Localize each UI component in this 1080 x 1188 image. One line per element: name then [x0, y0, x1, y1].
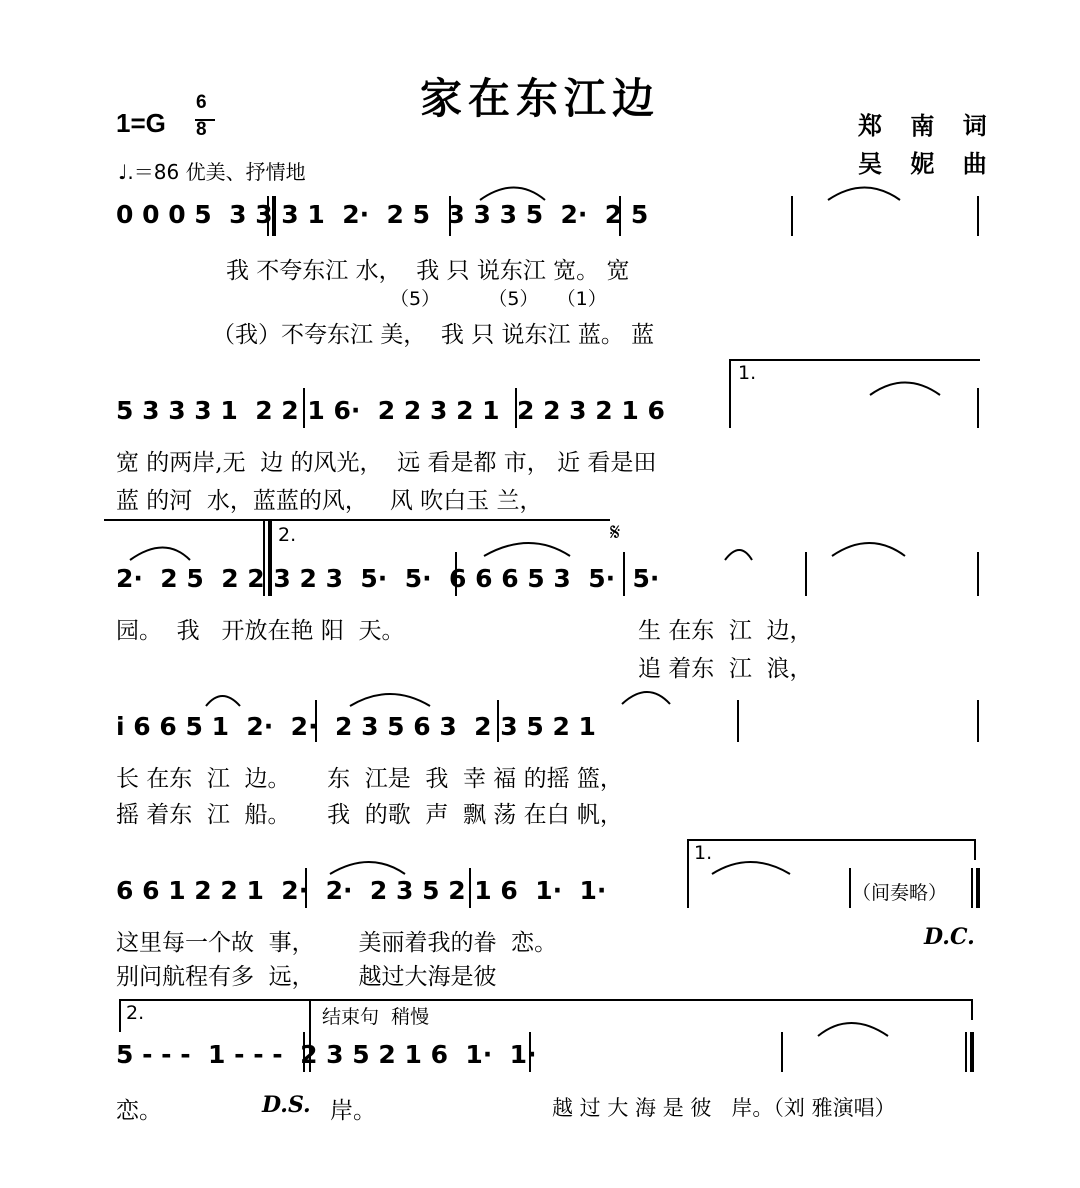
melody-line-2: 5 3 3 3 1 2 2 1 6· 2 2 3 2 1 2 2 3 2 1 6 — [116, 396, 665, 425]
key-signature: 1=G — [116, 108, 166, 138]
da-capo-mark: D.C. — [924, 924, 975, 950]
lyricist-credit: 郑 南 词 — [858, 111, 997, 140]
lyrics-line-6-an: 岸。 — [330, 1098, 376, 1124]
lyrics-line-1-verse-2: （我）不夸东江 美， 我 只 说东江 蓝。 蓝 — [212, 322, 655, 348]
song-title: 家在东江边 — [419, 74, 660, 123]
melody-line-6: 5 - - - 1 - - - 2 3 5 2 1 6 1· 1· — [116, 1040, 537, 1069]
melody-line-5: 6 6 1 2 2 1 2· 2· 2 3 5 2 1 6 1· 1· — [116, 876, 607, 905]
time-signature-bottom: 8 — [196, 119, 207, 140]
lyrics-line-4-verse-1: 长 在东 江 边。 东 江是 我 幸 福 的摇 篮， — [116, 766, 623, 792]
volta-2-label-line-6: 2. — [126, 1002, 145, 1024]
lyrics-line-4-verse-2: 摇 着东 江 船。 我 的歌 声 飘 荡 在白 帆， — [116, 802, 623, 828]
lyrics-line-3-verse-1: 园。 我 开放在艳 阳 天。 — [116, 618, 405, 644]
melody-line-4: i 6 6 5 1 2· 2· 2 3 5 6 3 2 3 5 2 1 — [116, 712, 596, 741]
lyrics-line-1-alt-notes: （5） （5） （1） — [390, 288, 607, 310]
volta-1-label-line-5: 1. — [694, 842, 713, 864]
lyrics-line-6-end: 恋。 — [116, 1098, 162, 1124]
volta-1-label: 1. — [738, 362, 757, 384]
lyrics-line-3-chorus-2: 追 着东 江 浪， — [638, 656, 813, 682]
lyrics-line-1-verse-1: 我 不夸东江 水， 我 只 说东江 宽。 宽 — [226, 258, 630, 284]
interlude-note: （间奏略） — [852, 882, 948, 904]
volta-2-label: 2. — [278, 524, 297, 546]
melody-line-3: 2· 2 5 2 2 3 2 3 5· 5· 6 6 6 5 3 5· 5· — [116, 564, 660, 593]
lyrics-line-6-ending: 越 过 大 海 是 彼 岸。（刘 雅演唱） — [552, 1096, 896, 1120]
time-signature-top: 6 — [196, 92, 207, 113]
melody-line-1: 0 0 0 5 3 3 3 1 2· 2 5 3 3 3 5 2· 2 5 — [116, 200, 649, 229]
lyrics-line-5-verse-1: 这里每一个故 事， 美丽着我的眷 恋。 — [116, 930, 558, 956]
composer-credit: 吴 妮 曲 — [858, 149, 997, 178]
lyrics-line-2-verse-1: 宽 的两岸,无 边 的风光， 远 看是都 市， 近 看是田 — [116, 450, 657, 476]
lyrics-line-5-verse-2: 别问航程有多 远， 越过大海是彼 — [116, 964, 497, 990]
lyrics-line-3-chorus-1: 生 在东 江 边， — [638, 618, 813, 644]
coda-label: 结束句 稍慢 — [322, 1006, 430, 1028]
tempo-marking: ♩.＝86 优美、抒情地 — [118, 160, 306, 184]
dal-segno-mark: D.S. — [262, 1092, 311, 1118]
segno-sign: 𝄋 — [610, 518, 621, 546]
lyrics-line-2-verse-2: 蓝 的河 水，蓝蓝的风， 风 吹白玉 兰， — [116, 488, 543, 514]
